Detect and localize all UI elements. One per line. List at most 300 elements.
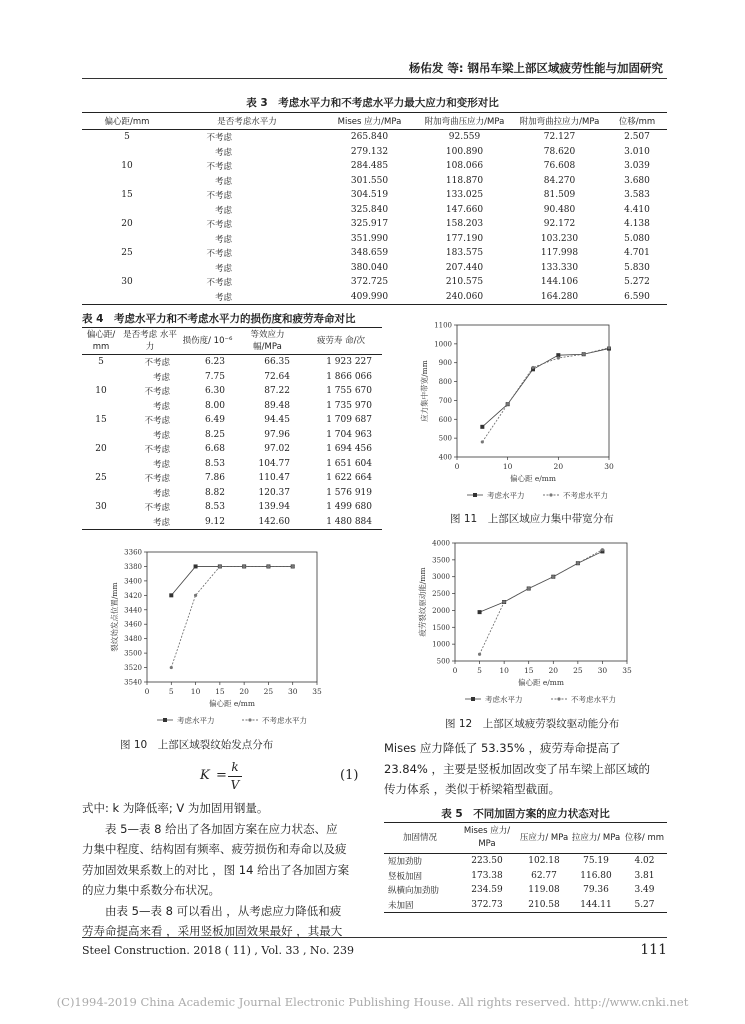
table3-col-header: 附加弯曲压应力/MPa bbox=[417, 113, 512, 130]
running-header: 杨佑发 等: 钢吊车梁上部区域疲劳性能与加固研究 bbox=[408, 61, 663, 75]
table4-cell: 89.48 bbox=[264, 400, 290, 411]
table-row bbox=[82, 442, 382, 457]
left-where: 式中: k 为降低率; V 为加固用钢量。 bbox=[82, 801, 269, 815]
left-p1-line4: 的应力集中系数分布状况。 bbox=[82, 883, 220, 897]
table3-cell: 84.270 bbox=[543, 175, 576, 186]
table3-col-header: 偏心距/mm bbox=[82, 113, 172, 130]
table3-cell: 81.509 bbox=[543, 190, 576, 201]
formula-fraction-bar bbox=[228, 776, 242, 777]
legend-label: 考虑水平力 bbox=[487, 491, 525, 500]
x-axis-label: 偏心距 e/mm bbox=[517, 678, 565, 687]
x-tick-label: 5 bbox=[168, 687, 174, 696]
y-tick-label: 3520 bbox=[124, 664, 142, 673]
y-tick-label: 3540 bbox=[124, 678, 142, 687]
table3-cell: 不考虑 bbox=[206, 220, 232, 231]
left-paragraph bbox=[82, 798, 370, 942]
table3-cell bbox=[82, 232, 172, 247]
table4-cell: 1 576 919 bbox=[326, 487, 372, 498]
table4-cell: 1 694 456 bbox=[326, 444, 372, 455]
series-line-with-horizontal-force bbox=[171, 566, 292, 595]
table-row bbox=[384, 898, 667, 913]
data-point-dot bbox=[194, 594, 197, 597]
table-row bbox=[82, 500, 382, 515]
table3-cell: 不考虑 bbox=[206, 278, 232, 289]
table-row bbox=[82, 217, 667, 232]
right-line-3: 传力体系 ，类似于桥梁箱型截面。 bbox=[384, 782, 561, 796]
table4-cell bbox=[82, 370, 120, 385]
table3-cell: 118.870 bbox=[445, 175, 484, 186]
x-tick-label: 35 bbox=[622, 666, 632, 675]
table3-cell: 76.608 bbox=[543, 161, 576, 172]
plot-frame bbox=[147, 552, 317, 682]
footer-rule bbox=[82, 937, 667, 938]
series-line-without-horizontal-force bbox=[482, 348, 609, 442]
table4-cell: 66.35 bbox=[264, 357, 290, 368]
table3-cell: 133.025 bbox=[445, 190, 484, 201]
table5-cell: 5.27 bbox=[622, 898, 667, 913]
table4-cell: 考虑 bbox=[152, 488, 170, 499]
series-line-without-horizontal-force bbox=[480, 550, 603, 655]
table-row bbox=[82, 145, 667, 160]
table4-cell: 25 bbox=[95, 473, 107, 484]
table3-cell: 6.590 bbox=[607, 290, 667, 305]
table4-cell: 72.64 bbox=[264, 371, 290, 382]
table5-cell: 3.81 bbox=[634, 870, 655, 881]
y-tick-label: 3000 bbox=[432, 573, 450, 582]
table4 bbox=[82, 327, 382, 530]
table3-cell: 不考虑 bbox=[206, 133, 232, 144]
table4-cell: 不考虑 bbox=[144, 416, 170, 427]
y-axis-label: 裂纹始发点位置/mm bbox=[110, 582, 119, 652]
table3-cell: 90.480 bbox=[543, 204, 576, 215]
data-point-square bbox=[169, 593, 173, 597]
left-p1-line3: 劳加固效果系数上的对比 ，图 14 给出了各加固方案 bbox=[82, 862, 350, 877]
data-point-dot bbox=[576, 562, 579, 565]
table3-cell bbox=[82, 290, 172, 305]
data-point-dot bbox=[170, 666, 173, 669]
table3 bbox=[82, 112, 667, 305]
data-point-dot bbox=[531, 366, 534, 369]
table5-col-header: 加固情况 bbox=[384, 823, 456, 854]
x-tick-label: 20 bbox=[553, 462, 564, 471]
table4-col-header: 是否考虑 水平力 bbox=[120, 328, 180, 355]
table3-cell: 考虑 bbox=[214, 205, 232, 216]
plot-frame bbox=[457, 325, 609, 457]
table4-cell: 1 480 884 bbox=[300, 515, 382, 530]
formula-denominator: V bbox=[230, 778, 240, 792]
y-tick-label: 1000 bbox=[434, 340, 452, 349]
table3-cell: 4.138 bbox=[624, 219, 650, 230]
x-tick-label: 30 bbox=[604, 462, 614, 471]
table-row bbox=[82, 188, 667, 203]
table5-cell: 102.18 bbox=[528, 856, 560, 867]
fig12-caption: 图 12 上部区域疲劳裂纹驱动能分布 bbox=[445, 718, 620, 730]
table-row bbox=[82, 275, 667, 290]
table3-cell: 177.190 bbox=[445, 233, 484, 244]
table4-cell: 1 923 227 bbox=[326, 357, 372, 368]
table3-cell: 103.230 bbox=[540, 233, 579, 244]
table3-cell: 72.127 bbox=[543, 132, 576, 143]
table3-cell: 351.990 bbox=[350, 233, 389, 244]
table3-cell: 20 bbox=[121, 219, 133, 230]
table4-cell: 考虑 bbox=[152, 459, 170, 470]
table-row bbox=[82, 413, 382, 428]
table3-cell: 210.575 bbox=[445, 277, 484, 288]
table4-cell: 1 499 680 bbox=[326, 502, 372, 513]
table4-cell: 87.22 bbox=[264, 386, 290, 397]
table3-cell: 考虑 bbox=[172, 290, 322, 305]
table-row bbox=[82, 384, 382, 399]
y-tick-label: 700 bbox=[438, 396, 452, 405]
table5-col-header: 压应力/ MPa bbox=[518, 823, 570, 854]
table4-cell: 1 622 664 bbox=[326, 473, 372, 484]
x-tick-label: 20 bbox=[239, 687, 249, 696]
x-tick-label: 15 bbox=[523, 666, 534, 675]
data-point-dot bbox=[557, 356, 560, 359]
x-tick-label: 10 bbox=[190, 687, 201, 696]
table3-cell: 4.701 bbox=[624, 248, 650, 259]
table3-cell: 考虑 bbox=[214, 176, 232, 187]
right-line-1: Mises 应力降低了 53.35% ，疲劳寿命提高了 bbox=[384, 741, 621, 755]
data-point-dot bbox=[582, 353, 585, 356]
series-line-with-horizontal-force bbox=[482, 349, 609, 427]
y-tick-label: 600 bbox=[438, 415, 452, 424]
legend-label: 考虑水平力 bbox=[485, 695, 523, 704]
table5-cell: 竖板加固 bbox=[388, 871, 423, 882]
table3-cell: 301.550 bbox=[350, 175, 389, 186]
table3-cell: 30 bbox=[121, 277, 133, 288]
x-tick-label: 5 bbox=[477, 666, 482, 675]
table4-col-header: 等效应力 幅/MPa bbox=[235, 328, 300, 355]
legend-marker-dot bbox=[557, 697, 560, 700]
data-point-dot bbox=[291, 565, 294, 568]
series-line-with-horizontal-force bbox=[480, 551, 603, 612]
table4-cell: 1 755 670 bbox=[326, 386, 372, 397]
table5-cell: 144.11 bbox=[570, 898, 622, 913]
x-tick-label: 30 bbox=[597, 666, 608, 675]
table-row bbox=[82, 232, 667, 247]
y-tick-label: 3500 bbox=[124, 649, 142, 658]
data-point-dot bbox=[601, 548, 604, 551]
right-line-2: 23.84% ，主要是竖板加固改变了吊车梁上部区域的 bbox=[384, 761, 651, 776]
table3-cell: 5.830 bbox=[624, 262, 650, 273]
table4-cell: 30 bbox=[95, 502, 107, 513]
table3-cell: 164.280 bbox=[512, 290, 607, 305]
table4-cell: 8.25 bbox=[204, 429, 225, 440]
copyright-watermark: (C)1994-2019 China Academic Journal Electronic Publishing House. All rights reserved. http://www.cnki.net bbox=[56, 995, 689, 1009]
left-p2-line1: 由表 5—表 8 可以看出 ，从考虑应力降低和疲 bbox=[105, 903, 342, 918]
y-tick-label: 800 bbox=[438, 378, 452, 387]
table3-cell: 144.106 bbox=[540, 277, 579, 288]
table4-cell: 8.00 bbox=[204, 400, 225, 411]
data-point-square bbox=[480, 425, 484, 429]
table4-cell bbox=[82, 428, 120, 443]
table3-col-header: Mises 应力/MPa bbox=[322, 113, 417, 130]
x-tick-label: 15 bbox=[215, 687, 225, 696]
table4-col-header: 疲劳寿 命/次 bbox=[300, 328, 382, 355]
data-point-dot bbox=[218, 565, 221, 568]
legend-label: 不考虑水平力 bbox=[563, 491, 608, 500]
table3-cell: 372.725 bbox=[350, 277, 389, 288]
table4-cell: 97.96 bbox=[264, 429, 290, 440]
table-row bbox=[384, 883, 667, 898]
legend-marker-square bbox=[473, 493, 477, 497]
table3-cell: 325.917 bbox=[350, 219, 389, 230]
table4-cell: 1 651 604 bbox=[326, 458, 372, 469]
fig10-caption: 图 10 上部区域裂纹始发点分布 bbox=[120, 739, 274, 751]
fig11-caption: 图 11 上部区域应力集中带宽分布 bbox=[450, 513, 614, 525]
data-point-dot bbox=[552, 575, 555, 578]
table4-cell: 7.86 bbox=[204, 473, 225, 484]
table4-cell: 6.49 bbox=[204, 415, 225, 426]
y-tick-label: 3440 bbox=[124, 606, 142, 615]
table3-cell: 不考虑 bbox=[206, 249, 232, 260]
table3-cell: 100.890 bbox=[445, 146, 484, 157]
data-point-dot bbox=[527, 587, 530, 590]
footer-page-number: 111 bbox=[640, 942, 667, 958]
table-row bbox=[82, 203, 667, 218]
table4-cell: 9.12 bbox=[180, 515, 235, 530]
table4-cell bbox=[82, 515, 120, 530]
table4-cell: 考虑 bbox=[152, 430, 170, 441]
x-tick-label: 20 bbox=[548, 666, 559, 675]
table3-cell: 3.010 bbox=[624, 146, 650, 157]
table3-col-header: 是否考虑水平力 bbox=[172, 113, 322, 130]
table4-cell: 8.82 bbox=[204, 487, 225, 498]
table5-col-header: 位移/ mm bbox=[622, 823, 667, 854]
table3-cell: 108.066 bbox=[445, 161, 484, 172]
table-row bbox=[82, 486, 382, 501]
footer-journal: Steel Construction. 2018 ( 11) , Vol. 33 , No. 239 bbox=[82, 944, 354, 957]
table5-cell: 3.49 bbox=[634, 885, 655, 896]
y-tick-label: 2000 bbox=[432, 606, 450, 615]
y-tick-label: 1000 bbox=[432, 640, 450, 649]
table5-col-header: 拉应力/ MPa bbox=[570, 823, 622, 854]
table-row bbox=[82, 261, 667, 276]
table4-cell: 不考虑 bbox=[144, 503, 170, 514]
legend-marker-dot bbox=[549, 493, 552, 496]
table4-cell: 120.37 bbox=[258, 487, 290, 498]
table4-cell: 1 704 963 bbox=[326, 429, 372, 440]
table5-cell: 119.08 bbox=[528, 885, 560, 896]
y-tick-label: 500 bbox=[436, 657, 450, 666]
table4-cell bbox=[82, 457, 120, 472]
table4-cell: 110.47 bbox=[258, 473, 290, 484]
table4-cell: 8.53 bbox=[204, 502, 225, 513]
table3-cell: 92.172 bbox=[543, 219, 576, 230]
table5-cell: 4.02 bbox=[634, 856, 655, 867]
table3-cell: 117.998 bbox=[540, 248, 579, 259]
table5 bbox=[384, 822, 667, 913]
table4-cell: 97.02 bbox=[264, 444, 290, 455]
table3-cell: 284.485 bbox=[350, 161, 389, 172]
y-tick-label: 1500 bbox=[432, 623, 450, 632]
legend-label: 考虑水平力 bbox=[177, 716, 215, 725]
table3-cell: 158.203 bbox=[445, 219, 484, 230]
table3-cell: 207.440 bbox=[445, 262, 484, 273]
table4-cell bbox=[82, 486, 120, 501]
table3-cell: 不考虑 bbox=[206, 191, 232, 202]
table5-cell: 223.50 bbox=[471, 856, 503, 867]
y-tick-label: 3500 bbox=[432, 556, 450, 565]
table3-cell: 4.410 bbox=[624, 204, 650, 215]
table4-cell: 142.60 bbox=[235, 515, 300, 530]
table4-cell: 10 bbox=[95, 386, 107, 397]
y-tick-label: 3460 bbox=[124, 620, 142, 629]
formula-lhs: K bbox=[200, 768, 210, 783]
legend-marker-square bbox=[163, 718, 167, 722]
data-point-dot bbox=[478, 653, 481, 656]
table5-caption: 表 5 不同加固方案的应力状态对比 bbox=[441, 808, 610, 820]
table4-cell: 1 735 970 bbox=[326, 400, 372, 411]
table-row bbox=[82, 246, 667, 261]
x-tick-label: 0 bbox=[452, 666, 458, 675]
y-tick-label: 3360 bbox=[124, 548, 142, 557]
data-point-square bbox=[194, 564, 198, 568]
table3-cell: 3.583 bbox=[624, 190, 650, 201]
legend-marker-square bbox=[471, 697, 475, 701]
header-rule bbox=[82, 78, 667, 79]
table3-cell: 考虑 bbox=[214, 147, 232, 158]
table4-col-header: 偏心距/ mm bbox=[82, 328, 120, 355]
series-line-without-horizontal-force bbox=[171, 566, 292, 667]
y-axis-label: 应力集中带宽/mm bbox=[420, 360, 429, 422]
table3-cell: 5 bbox=[124, 132, 130, 143]
formula-number: (1) bbox=[340, 768, 359, 783]
data-point-dot bbox=[243, 565, 246, 568]
table3-cell: 25 bbox=[121, 248, 133, 259]
x-tick-label: 10 bbox=[499, 666, 509, 675]
table3-cell: 3.039 bbox=[624, 161, 650, 172]
table-row bbox=[82, 515, 382, 530]
table5-cell: 纵横向加劲肋 bbox=[388, 886, 440, 897]
table3-cell bbox=[82, 174, 172, 189]
table-row bbox=[82, 130, 667, 145]
data-point-dot bbox=[481, 440, 484, 443]
table4-cell: 6.23 bbox=[204, 357, 225, 368]
table3-caption: 表 3 考虑水平力和不考虑水平力最大应力和变形对比 bbox=[246, 97, 499, 109]
table5-cell: 未加固 bbox=[384, 898, 456, 913]
table3-cell bbox=[82, 203, 172, 218]
x-tick-label: 25 bbox=[263, 687, 274, 696]
table4-cell: 考虑 bbox=[120, 515, 180, 530]
y-axis-label: 疲劳裂纹驱动能/mm bbox=[418, 567, 427, 637]
table3-cell: 不考虑 bbox=[206, 162, 232, 173]
table3-cell bbox=[82, 145, 172, 160]
table-row bbox=[82, 174, 667, 189]
fig12-chart bbox=[405, 535, 675, 710]
table3-cell: 78.620 bbox=[543, 146, 576, 157]
table-row bbox=[384, 854, 667, 869]
table5-cell: 372.73 bbox=[456, 898, 518, 913]
table4-cell: 7.75 bbox=[204, 371, 225, 382]
y-tick-label: 900 bbox=[438, 359, 452, 368]
table3-cell: 2.507 bbox=[624, 132, 650, 143]
y-tick-label: 3400 bbox=[124, 577, 142, 586]
table3-cell: 5.080 bbox=[624, 233, 650, 244]
data-point-dot bbox=[503, 600, 506, 603]
table3-cell: 409.990 bbox=[322, 290, 417, 305]
table5-cell: 79.36 bbox=[583, 885, 609, 896]
table4-cell: 6.68 bbox=[204, 444, 225, 455]
table4-cell: 15 bbox=[95, 415, 107, 426]
table5-col-header: Mises 应力/ MPa bbox=[456, 823, 518, 854]
table3-cell: 147.660 bbox=[445, 204, 484, 215]
table5-cell: 短加劲肋 bbox=[388, 857, 423, 868]
table5-cell: 75.19 bbox=[583, 856, 609, 867]
table-row bbox=[82, 370, 382, 385]
y-tick-label: 4000 bbox=[432, 539, 450, 548]
fig11-chart bbox=[395, 310, 685, 540]
plot-frame bbox=[455, 543, 627, 661]
table3-cell: 325.840 bbox=[350, 204, 389, 215]
table3-cell: 240.060 bbox=[417, 290, 512, 305]
table5-cell: 173.38 bbox=[471, 870, 503, 881]
table-row bbox=[82, 159, 667, 174]
table4-cell: 不考虑 bbox=[144, 474, 170, 485]
table-row bbox=[82, 355, 382, 370]
table3-cell: 133.330 bbox=[540, 262, 579, 273]
fig10-chart bbox=[105, 540, 350, 730]
table3-cell: 279.132 bbox=[350, 146, 389, 157]
y-tick-label: 3420 bbox=[124, 591, 142, 600]
table4-cell: 139.94 bbox=[258, 502, 290, 513]
y-tick-label: 2500 bbox=[432, 590, 450, 599]
table4-cell: 94.45 bbox=[264, 415, 290, 426]
table3-cell: 265.840 bbox=[350, 132, 389, 143]
table3-cell: 考虑 bbox=[214, 234, 232, 245]
table3-cell: 304.519 bbox=[350, 190, 389, 201]
x-tick-label: 0 bbox=[144, 687, 150, 696]
x-tick-label: 10 bbox=[502, 462, 513, 471]
table-row bbox=[82, 471, 382, 486]
data-point-square bbox=[478, 610, 482, 614]
table4-col-header: 损伤度/ 10⁻⁶ bbox=[180, 328, 235, 355]
x-tick-label: 30 bbox=[287, 687, 298, 696]
table4-cell: 考虑 bbox=[152, 372, 170, 383]
table-row bbox=[82, 457, 382, 472]
left-p1-line2: 力集中程度、结构固有频率、疲劳损伤和寿命以及疲 bbox=[82, 842, 347, 856]
legend-label: 不考虑水平力 bbox=[262, 716, 307, 725]
table4-cell: 考虑 bbox=[152, 401, 170, 412]
table3-cell: 380.040 bbox=[350, 262, 389, 273]
x-axis-label: 偏心距 e/mm bbox=[208, 699, 256, 708]
legend-label: 不考虑水平力 bbox=[571, 695, 616, 704]
table5-cell: 210.58 bbox=[518, 898, 570, 913]
table3-col-header: 附加弯曲拉应力/MPa bbox=[512, 113, 607, 130]
table4-cell: 104.77 bbox=[258, 458, 290, 469]
table3-cell bbox=[82, 261, 172, 276]
data-point-dot bbox=[267, 565, 270, 568]
table4-cell: 20 bbox=[95, 444, 107, 455]
x-tick-label: 25 bbox=[573, 666, 583, 675]
table4-cell: 1 709 687 bbox=[326, 415, 372, 426]
table3-cell: 考虑 bbox=[214, 263, 232, 274]
table5-cell: 116.80 bbox=[580, 870, 612, 881]
table4-cell: 5 bbox=[98, 357, 104, 368]
table4-caption: 表 4 考虑水平力和不考虑水平力的损伤度和疲劳寿命对比 bbox=[82, 313, 356, 325]
x-tick-label: 0 bbox=[454, 462, 460, 471]
y-tick-label: 1100 bbox=[434, 321, 452, 330]
table4-cell: 6.30 bbox=[204, 386, 225, 397]
table-row bbox=[82, 290, 667, 305]
table3-cell: 10 bbox=[121, 161, 133, 172]
table-row bbox=[384, 869, 667, 884]
table3-cell: 15 bbox=[121, 190, 133, 201]
data-point-dot bbox=[506, 403, 509, 406]
formula-eq: = bbox=[216, 768, 227, 783]
table3-cell: 5.272 bbox=[624, 277, 650, 288]
